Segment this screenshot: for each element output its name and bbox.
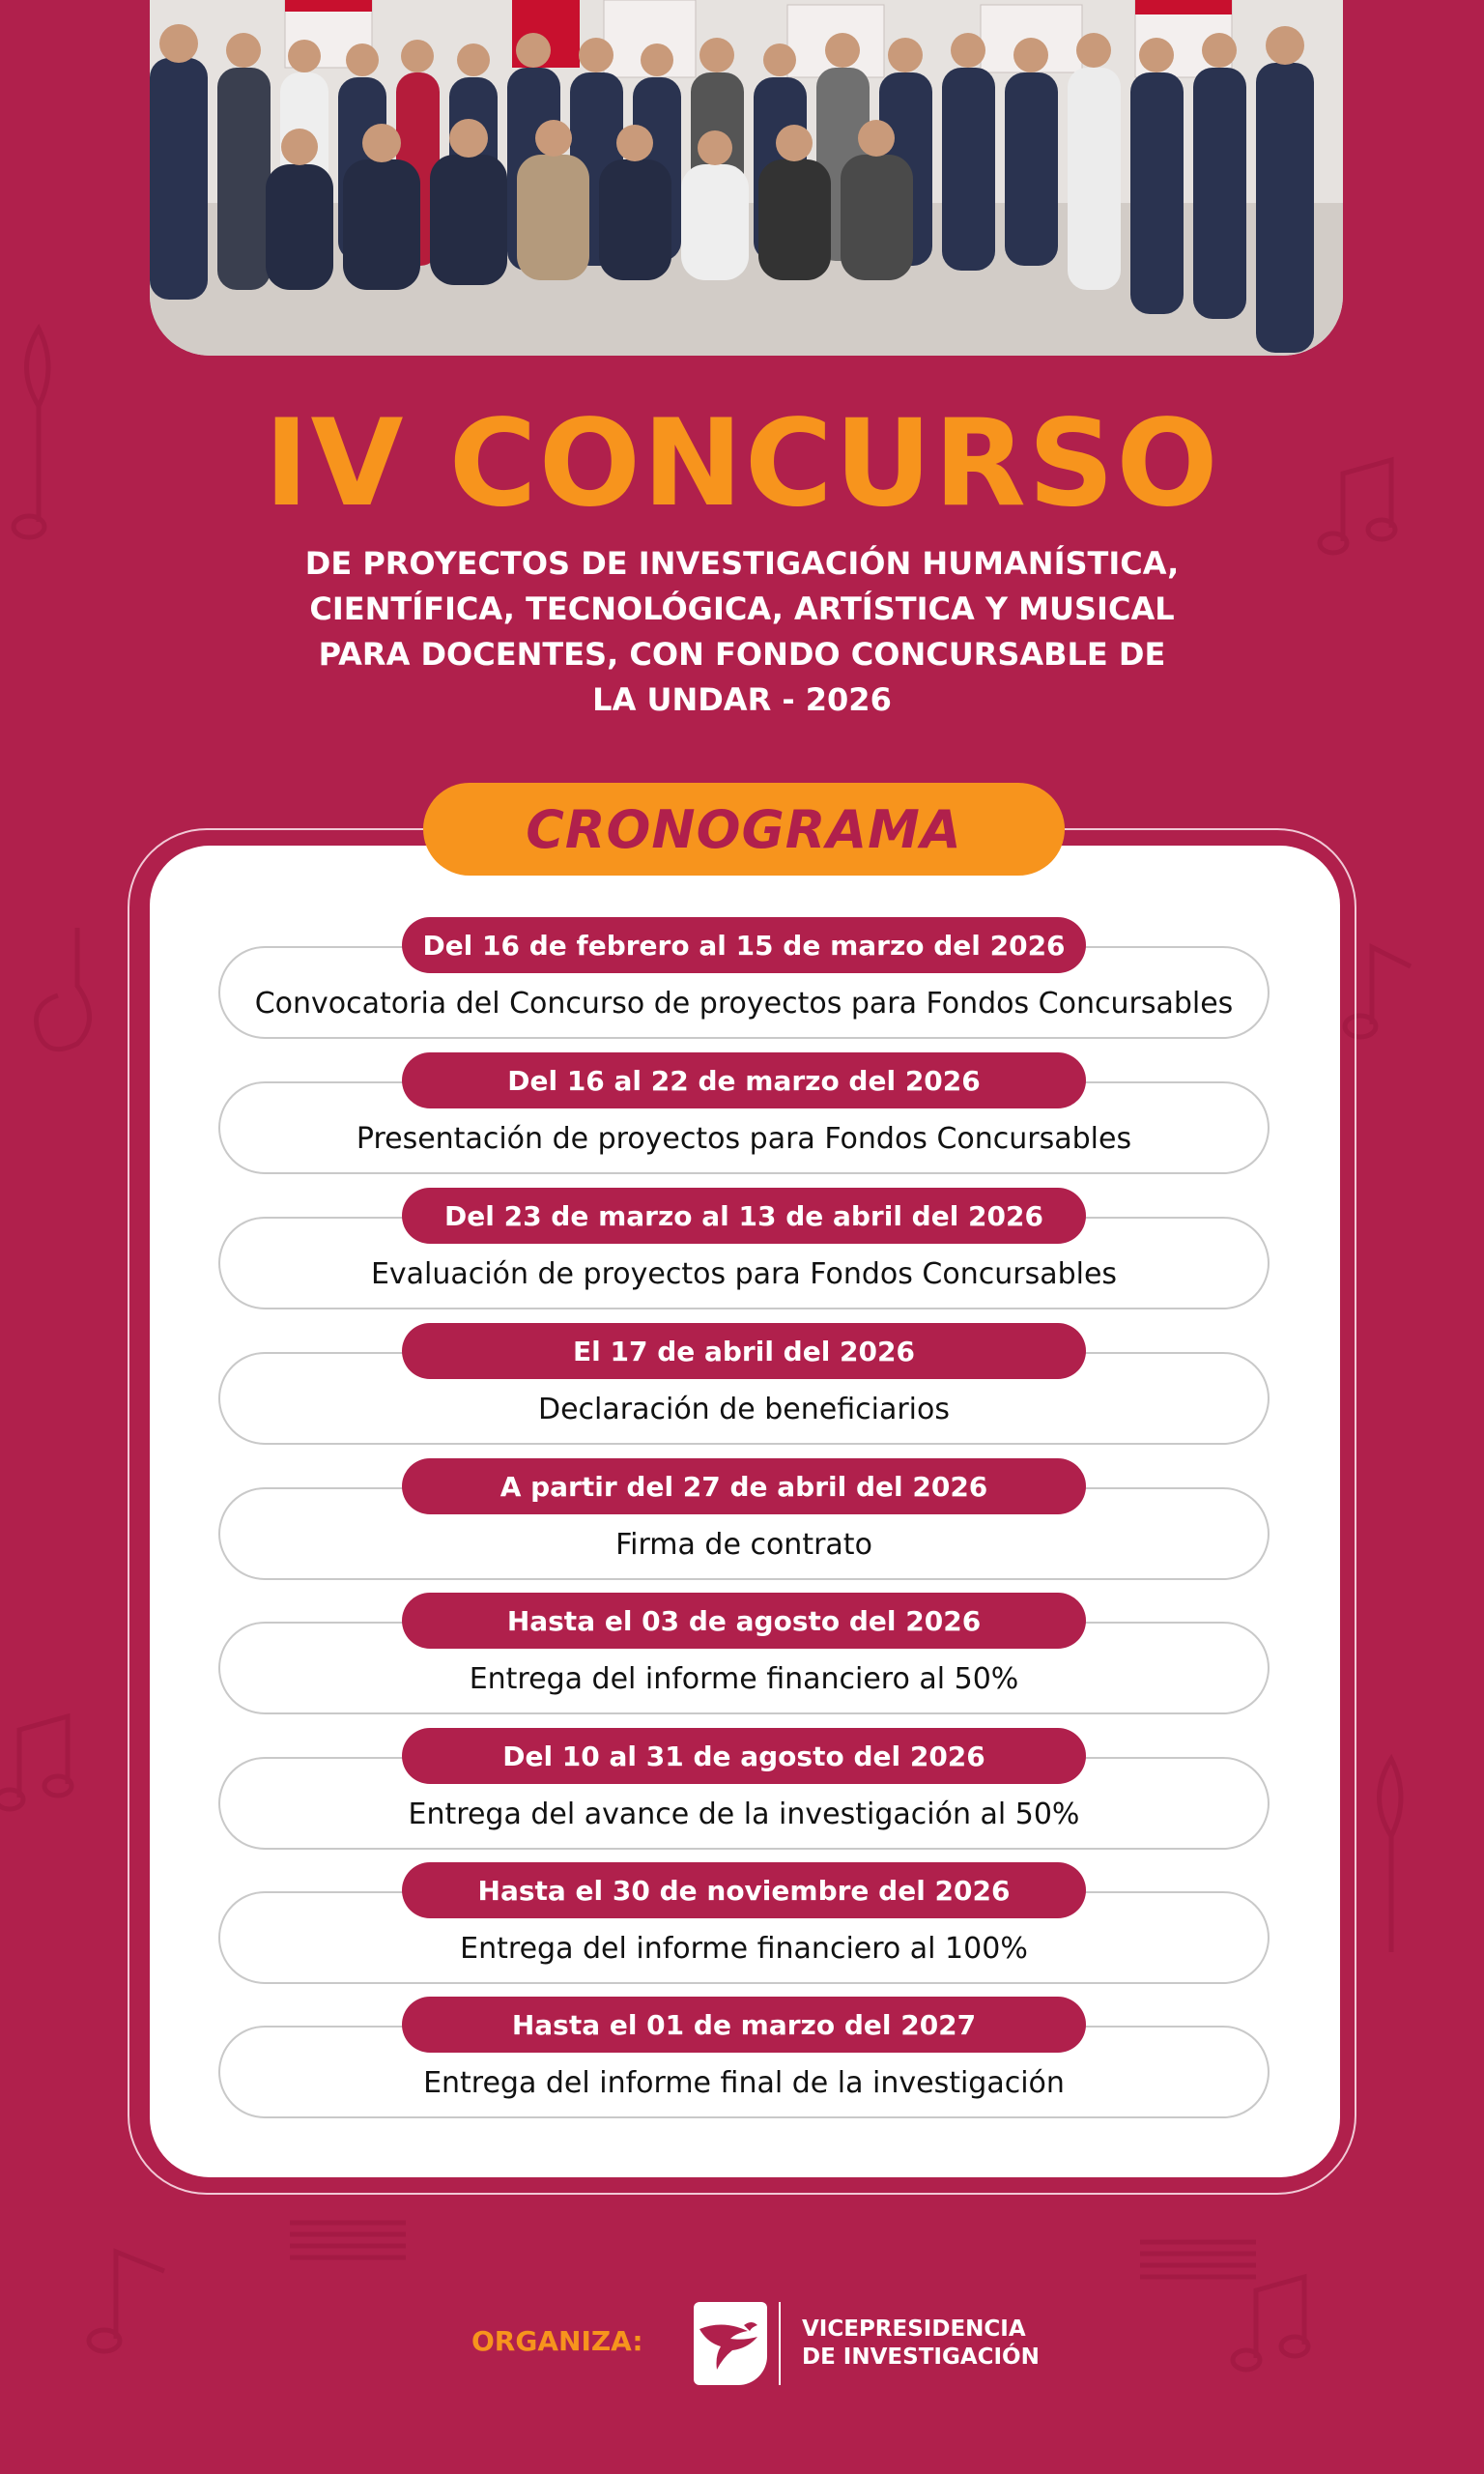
schedule-date-badge: Del 10 al 31 de agosto del 2026 [402,1728,1086,1784]
schedule-item [218,1593,1270,1699]
group-photo [150,0,1343,356]
schedule-item [218,1862,1270,1969]
schedule-date-badge: Del 23 de marzo al 13 de abril del 2026 [402,1188,1086,1244]
schedule-date-badge: Del 16 al 22 de marzo del 2026 [402,1052,1086,1108]
schedule-date-badge: El 17 de abril del 2026 [402,1323,1086,1379]
subtitle-line: PARA DOCENTES, CON FONDO CONCURSABLE DE [318,636,1166,673]
schedule-item [218,917,1270,1023]
subtitle-line: CIENTÍFICA, TECNOLÓGICA, ARTÍSTICA Y MUSICAL [309,590,1175,627]
group-photo-illustration [150,0,1343,356]
footer-divider [779,2302,781,2385]
organizer-name [802,2316,1040,2372]
schedule-date-badge: Hasta el 03 de agosto del 2026 [402,1593,1086,1649]
schedule-activity: Declaración de beneficiarios [218,1352,1270,1445]
schedule-activity: Entrega del informe final de la investigación [218,2026,1270,2118]
contest-title: IV CONCURSO [264,394,1220,533]
subtitle-line: DE PROYECTOS DE INVESTIGACIÓN HUMANÍSTICA, [304,545,1180,582]
schedule-date-badge: A partir del 27 de abril del 2026 [402,1458,1086,1514]
schedule-activity: Entrega del informe financiero al 50% [218,1622,1270,1714]
schedule-activity: Entrega del informe financiero al 100% [218,1891,1270,1984]
subtitle-line: LA UNDAR - 2026 [592,681,892,718]
schedule-activity: Evaluación de proyectos para Fondos Concursables [218,1217,1270,1309]
schedule-activity: Convocatoria del Concurso de proyectos para Fondos Concursables [218,946,1270,1039]
schedule-item [218,1458,1270,1565]
schedule-date-badge: Del 16 de febrero al 15 de marzo del 2026 [402,917,1086,973]
schedule-date-badge: Hasta el 30 de noviembre del 2026 [402,1862,1086,1918]
schedule-item [218,1997,1270,2103]
schedule-activity: Entrega del avance de la investigación al 50% [218,1757,1270,1850]
schedule-item [218,1188,1270,1294]
schedule-activity: Presentación de proyectos para Fondos Concursables [218,1081,1270,1174]
condor-shield-icon [694,2302,767,2385]
schedule-item [218,1323,1270,1429]
organizer-line1: VICEPRESIDENCIA [802,2316,1026,2342]
schedule-date-badge: Hasta el 01 de marzo del 2027 [402,1997,1086,2053]
schedule-heading: CRONOGRAMA [423,783,1065,876]
contest-subtitle [259,541,1225,723]
schedule-activity: Firma de contrato [218,1487,1270,1580]
organiza-label: ORGANIZA: [471,2325,643,2357]
schedule-item [218,1052,1270,1159]
schedule-item [218,1728,1270,1834]
organizer-line2: DE INVESTIGACIÓN [802,2345,1040,2370]
